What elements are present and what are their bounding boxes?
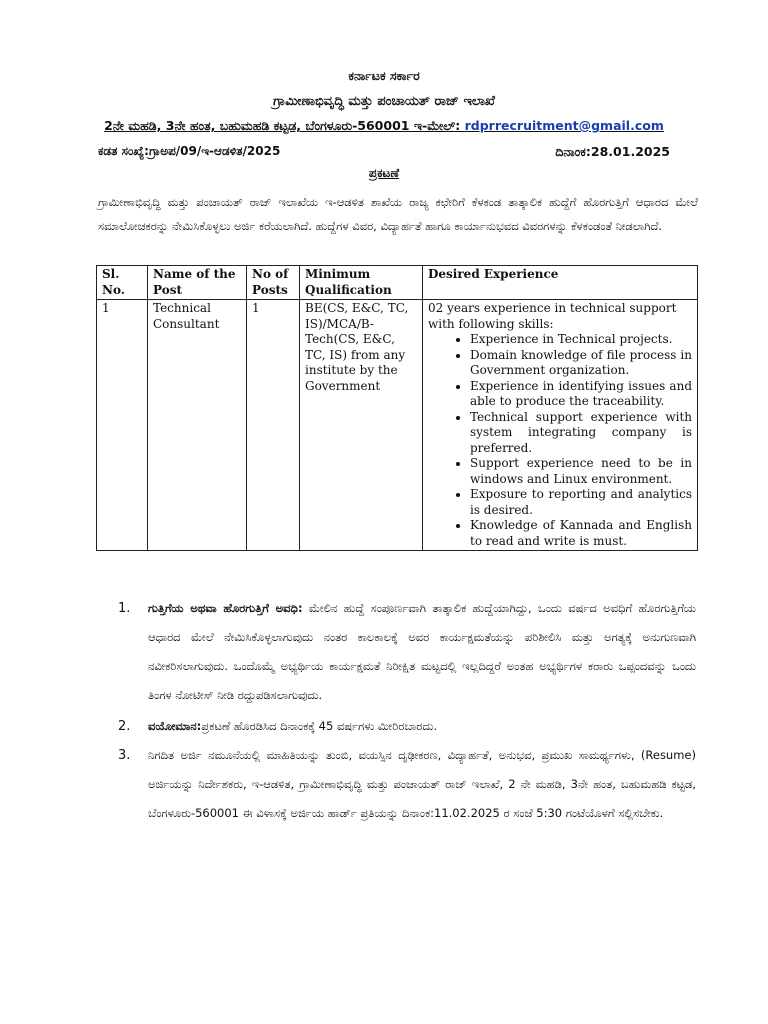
header-sl-no: Sl. No. bbox=[97, 266, 148, 300]
condition-item bbox=[118, 712, 696, 741]
condition-text bbox=[148, 594, 696, 710]
posts-table bbox=[96, 265, 698, 551]
skill-item: • Domain knowledge of file process in Government organization. bbox=[470, 348, 692, 379]
skill-item: • Knowledge of Kannada and English to read and write is must. bbox=[470, 518, 692, 549]
condition-label: ವಯೋಮಾನ: bbox=[148, 719, 202, 733]
skill-item: • Support experience need to be in windows and Linux environment. bbox=[470, 456, 692, 487]
skill-item: • Technical support experience with system integrating company is preferred. bbox=[470, 410, 692, 457]
condition-number: 3. bbox=[118, 748, 131, 763]
skill-item: • Exposure to reporting and analytics is desired. bbox=[470, 487, 692, 518]
condition-number: 2. bbox=[118, 719, 131, 734]
header-qualification: Minimum Qualification bbox=[300, 266, 423, 300]
condition-label: ಗುತ್ತಿಗೆಯ ಅಥವಾ ಹೊರಗುತ್ತಿಗೆ ಅವಧಿ: bbox=[148, 601, 303, 615]
condition-item bbox=[118, 741, 696, 828]
government-title: ಕರ್ನಾಟಕ ಸರ್ಕಾರ bbox=[348, 68, 420, 83]
cell-qualification: BE(CS, E&C, TC, IS)/MCA/B-Tech(CS, E&C, TC, IS) from any institute by the Government bbox=[300, 300, 423, 551]
email-link[interactable]: rdprrecruitment@gmail.com bbox=[464, 118, 664, 133]
condition-text bbox=[148, 712, 696, 741]
table-row bbox=[97, 300, 698, 551]
skill-item: • Experience in identifying issues and able to produce the traceability. bbox=[470, 379, 692, 410]
condition-text bbox=[148, 741, 696, 828]
skill-item: • Experience in Technical projects. bbox=[470, 332, 692, 348]
file-reference: ಕಡತ ಸಂಖ್ಯೆ:ಗ್ರಾಅಪ/09/ಇ-ಆಡಳಿತ/2025 bbox=[98, 144, 281, 158]
cell-post-name: Technical Consultant bbox=[148, 300, 247, 551]
condition-body: ನಿಗದಿತ ಅರ್ಜಿ ನಮೂನೆಯಲ್ಲಿ ಮಾಹಿತಿಯನ್ನು ತುಂಬಿ, ವಯಸ್ಸಿನ ದೃಢೀಕರಣ, ವಿದ್ಯಾರ್ಹತೆ, ಅನುಭವ, ಪ್ರಮುಖ ಸಾಮರ್ಥ್ಯಗಳು, (Resume) ಅರ್ಜಿಯನ್ನು ನಿರ್ದೇಶಕರು, ಇ-ಆಡಳಿತ, ಗ್ರಾಮೀಣಾಭಿವೃದ್ಧಿ ಮತ್ತು ಪಂಚಾಯತ್ ರಾಜ್ ಇಲಾಖೆ, 2 ನೇ ಮಹಡಿ, 3ನೇ ಹಂತ, ಬಹುಮಹಡಿ ಕಟ್ಟಡ, ಬೆಂಗಳೂರು-560001 ಈ ವಿಳಾಸಕ್ಕೆ ಅರ್ಜಿಯ ಹಾರ್ಡ್ ಪ್ರತಿಯನ್ನು ದಿನಾಂಕ:11.02.2025 ರ ಸಂಜೆ 5:30 ಗಂಟೆಯೊಳಗೆ ಸಲ್ಲಿಸಬೇಕು. bbox=[148, 748, 696, 820]
office-address bbox=[0, 118, 768, 134]
cell-post-count: 1 bbox=[247, 300, 300, 551]
condition-body: ಮೇಲಿನ ಹುದ್ದೆ ಸಂಪೂರ್ಣವಾಗಿ ತಾತ್ಕಾಲಿಕ ಹುದ್ದೆಯಾಗಿದ್ದು, ಒಂದು ವರ್ಷದ ಅವಧಿಗೆ ಹೊರಗುತ್ತಿಗೆಯ ಆಧಾರದ ಮೇಲೆ ನೇಮಿಸಿಕೊಳ್ಳಲಾಗುವುದು ನಂತರ ಕಾಲಕಾಲಕ್ಕೆ ಅವರ ಕಾರ್ಯಕ್ಷಮತೆಯನ್ನು ಪರಿಶೀಲಿಸಿ ಮತ್ತು ಅಗತ್ಯಕ್ಕೆ ಅನುಗುಣವಾಗಿ ನವೀಕರಿಸಲಾಗುವುದು. ಒಂದೊಮ್ಮೆ ಅಭ್ಯರ್ಥಿಯ ಕಾರ್ಯಕ್ಷಮತೆ ನಿರೀಕ್ಷಿತ ಮಟ್ಟದಲ್ಲಿ ಇಲ್ಲದಿದ್ದರೆ ಅಂತಹ ಅಭ್ಯರ್ಥಿಗಳ ಕರಾರು ಒಪ್ಪಂದವನ್ನು ಒಂದು ತಿಂಗಳ ನೋಟೀಸ್ ನೀಡಿ ರದ್ದುಪಡಿಸಲಾಗುವುದು. bbox=[148, 601, 696, 702]
header-post-count: No of Posts bbox=[247, 266, 300, 300]
notice-title: ಪ್ರಕಟಣೆ bbox=[368, 166, 400, 180]
cell-sl-no: 1 bbox=[97, 300, 148, 551]
condition-body: ಪ್ರಕಟಣೆ ಹೊರಡಿಸಿದ ದಿನಾಂಕಕ್ಕೆ 45 ವರ್ಷಗಳು ಮೀರಿರಬಾರದು. bbox=[201, 719, 438, 733]
condition-number: 1. bbox=[118, 601, 131, 616]
intro-paragraph: ಗ್ರಾಮೀಣಾಭಿವೃದ್ಧಿ ಮತ್ತು ಪಂಚಾಯತ್ ರಾಜ್ ಇಲಾಖೆಯ ಇ-ಆಡಳಿತ ಶಾಖೆಯ ರಾಜ್ಯ ಕಛೇರಿಗೆ ಕೆಳಕಂಡ ತಾತ್ಕಾಲಿಕ ಹುದ್ದೆಗೆ ಹೊರಗುತ್ತಿಗೆ ಆಧಾರದ ಮೇಲೆ ಸಮಾಲೋಚಕರನ್ನು ನೇಮಿಸಿಕೊಳ್ಳಲು ಅರ್ಜಿ ಕರೆಯಲಾಗಿದೆ. ಹುದ್ದೆಗಳ ವಿವರ, ವಿದ್ಯಾರ್ಹತೆ ಹಾಗೂ ಕಾರ್ಯಾನುಭವದ ವಿವರಗಳನ್ನು ಕೆಳಕಂಡಂತೆ ನೀಡಲಾಗಿದೆ. bbox=[98, 195, 698, 233]
header-post-name: Name of the Post bbox=[148, 266, 247, 300]
cell-experience bbox=[423, 300, 698, 551]
condition-item bbox=[118, 594, 696, 710]
table-header-row bbox=[97, 266, 698, 300]
department-title: ಗ್ರಾಮೀಣಾಭಿವೃದ್ಧಿ ಮತ್ತು ಪಂಚಾಯತ್ ರಾಜ್ ಇಲಾಖೆ bbox=[273, 94, 495, 109]
notice-date: ದಿನಾಂಕ:28.01.2025 bbox=[555, 144, 670, 159]
skills-list bbox=[428, 332, 692, 549]
experience-intro: 02 years experience in technical support with following skills: bbox=[428, 301, 677, 331]
header-experience: Desired Experience bbox=[423, 266, 698, 300]
address-text: 2ನೇ ಮಹಡಿ, 3ನೇ ಹಂತ, ಬಹುಮಹಡಿ ಕಟ್ಟಡ, ಬೆಂಗಳೂರು-560001 ಇ-ಮೇಲ್: bbox=[104, 118, 465, 133]
conditions-list bbox=[118, 594, 696, 828]
